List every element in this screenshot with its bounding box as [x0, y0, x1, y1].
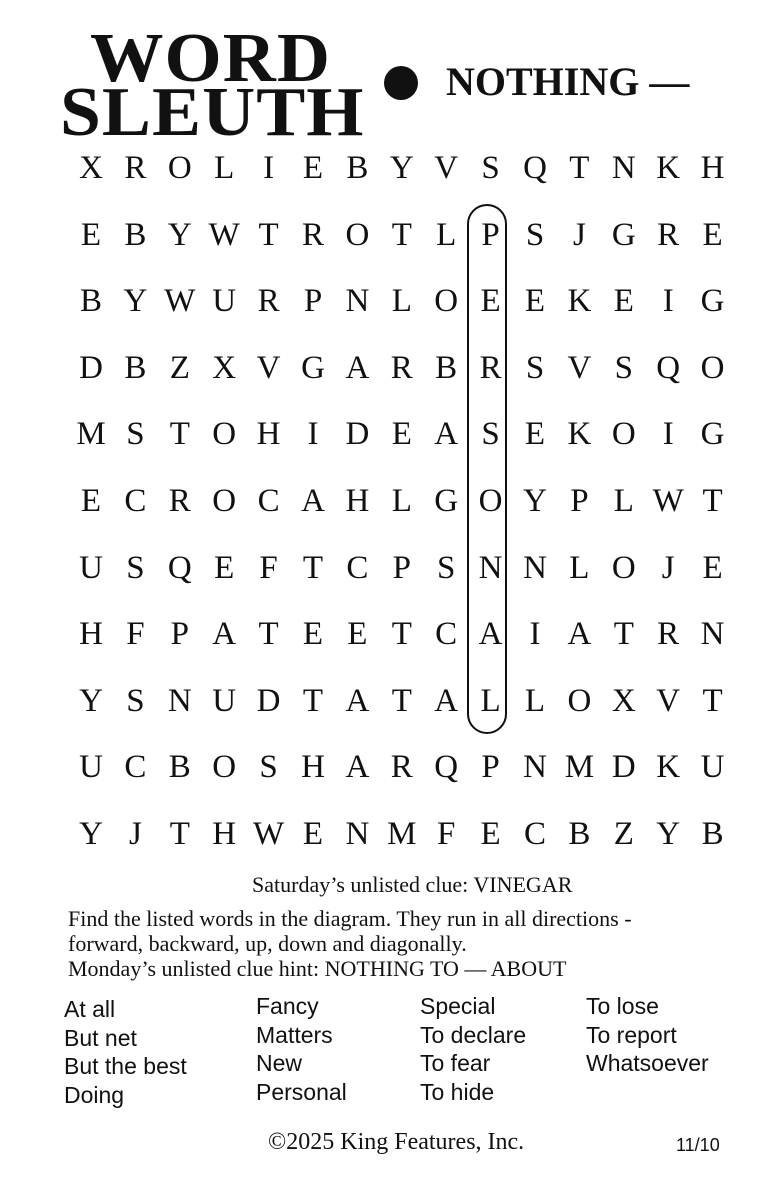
grid-letter: O	[611, 549, 636, 586]
grid-letter: T	[391, 616, 412, 653]
word-list-item: To fear	[420, 1050, 491, 1076]
grid-letter: O	[212, 483, 237, 519]
grid-letter: X	[611, 682, 636, 719]
grid-letter: R	[479, 349, 502, 386]
grid-letter: Z	[169, 349, 190, 386]
instructions-line-2: forward, backward, up, down and diagonally.	[68, 931, 467, 956]
grid-letter: R	[124, 150, 147, 186]
grid-letter: C	[346, 549, 369, 586]
grid-letter: J	[572, 216, 586, 253]
grid-letter: S	[525, 216, 545, 253]
grid-letter: U	[212, 682, 237, 719]
grid-letter: D	[345, 416, 370, 453]
word-list-item: Special	[420, 993, 496, 1019]
grid-letter: B	[79, 283, 102, 320]
grid-letter: T	[391, 216, 412, 253]
grid-letter: Q	[167, 549, 192, 586]
grid-letter: Y	[389, 150, 414, 186]
grid-letter: H	[301, 749, 325, 786]
word-list-column-2	[256, 992, 347, 1106]
grid-letter: B	[124, 216, 147, 253]
title-word: WORD	[90, 20, 332, 97]
grid-letter: N	[611, 150, 636, 186]
grid-letter: V	[567, 349, 592, 386]
grid-letter: C	[435, 616, 458, 653]
grid-letter: V	[434, 150, 459, 186]
grid-letter: B	[435, 349, 458, 386]
grid-letter: R	[390, 349, 413, 386]
grid-letter: E	[302, 150, 324, 186]
grid-letter: K	[567, 283, 592, 320]
grid-letter: Y	[167, 216, 192, 253]
grid-letter: K	[656, 150, 681, 186]
grid-letter: K	[656, 749, 681, 786]
grid-letter: S	[525, 349, 545, 386]
grid-letter: M	[387, 816, 417, 852]
puzzle-date: 11/10	[676, 1135, 720, 1155]
grid-letter: B	[701, 816, 724, 852]
grid-letter: O	[611, 416, 636, 453]
instructions-line-1: Find the listed words in the diagram. They run in all directions -	[68, 906, 632, 931]
grid-letter: A	[345, 349, 370, 386]
title-sleuth: SLEUTH	[60, 74, 365, 151]
grid-letter: L	[569, 549, 590, 586]
grid-letter: Y	[79, 682, 103, 719]
grid-letter: P	[570, 483, 589, 519]
grid-letter: I	[263, 150, 275, 186]
grid-letter: L	[214, 150, 235, 186]
grid-letter: B	[168, 749, 191, 786]
grid-letter: F	[259, 549, 278, 586]
grid-letter: I	[529, 616, 541, 653]
grid-letter: J	[128, 816, 142, 852]
grid-letter: V	[656, 682, 681, 719]
grid-letter: S	[481, 416, 500, 453]
word-list-column-1	[64, 995, 187, 1109]
grid-letter: L	[480, 682, 501, 719]
grid-letter: P	[481, 216, 500, 253]
grid-letter: L	[613, 483, 634, 519]
grid-letter: L	[391, 483, 412, 519]
grid-letter: T	[302, 682, 324, 719]
grid-letter: G	[700, 283, 725, 320]
grid-letter: I	[662, 416, 674, 453]
grid-letter: O	[345, 216, 370, 253]
grid-letter: W	[652, 483, 684, 519]
word-list-item: To report	[586, 1021, 677, 1048]
grid-letter: A	[212, 616, 237, 653]
grid-letter: I	[662, 283, 674, 320]
grid-letter: O	[434, 283, 459, 320]
grid-letter: P	[392, 549, 411, 586]
grid-letter: V	[256, 349, 281, 386]
grid-letter: M	[564, 749, 595, 786]
grid-letter: A	[345, 682, 370, 719]
grid-letter: R	[301, 216, 324, 253]
grid-letter: N	[523, 749, 547, 786]
grid-letter: Y	[523, 483, 547, 519]
word-list-item: Matters	[256, 1021, 333, 1048]
grid-letter: N	[345, 283, 370, 320]
grid-letter: H	[345, 483, 370, 519]
grid-letter: N	[478, 549, 503, 586]
grid-letter: O	[212, 416, 237, 453]
grid-letter: E	[480, 283, 501, 320]
grid-letter: H	[700, 150, 725, 186]
grid-letter: Y	[656, 816, 681, 852]
grid-letter: X	[212, 349, 237, 386]
grid-letter: A	[301, 483, 325, 519]
grid-letter: C	[523, 816, 546, 852]
grid-letter: E	[613, 283, 634, 320]
word-list-item: Personal	[256, 1078, 347, 1105]
grid-letter: E	[80, 483, 102, 519]
grid-letter: E	[480, 816, 501, 852]
grid-letter: F	[126, 616, 145, 653]
saturday-clue: Saturday’s unlisted clue: VINEGAR	[252, 872, 573, 897]
grid-letter: T	[302, 549, 324, 586]
grid-letter: S	[437, 549, 456, 586]
grid-letter: L	[436, 216, 457, 253]
grid-letter: L	[391, 283, 412, 320]
word-list-item: But net	[64, 1024, 137, 1051]
grid-letter: E	[347, 616, 368, 653]
grid-letter: C	[257, 483, 280, 519]
grid-letter: S	[259, 749, 278, 786]
grid-letter: N	[345, 816, 370, 852]
grid-letter: A	[434, 416, 459, 453]
grid-letter: E	[702, 216, 723, 253]
grid-letter: E	[214, 549, 235, 586]
grid-letter: G	[611, 216, 636, 253]
grid-letter: Z	[613, 816, 634, 852]
word-list-item: But the best	[64, 1053, 187, 1079]
grid-letter: R	[657, 616, 680, 653]
grid-letter: H	[212, 816, 237, 852]
grid-letter: T	[258, 216, 279, 253]
grid-letter: W	[253, 816, 285, 852]
grid-letter: R	[168, 483, 191, 519]
grid-letter: T	[391, 682, 412, 719]
grid-letter: Q	[523, 150, 547, 186]
grid-letter: O	[700, 349, 725, 386]
grid-letter: S	[614, 349, 633, 386]
grid-letter: T	[702, 483, 723, 519]
monday-clue-hint: Monday’s unlisted clue hint: NOTHING TO — ABOUT	[68, 956, 567, 981]
grid-letter: X	[79, 150, 103, 186]
grid-letter: S	[481, 150, 500, 186]
grid-letter: D	[79, 349, 103, 386]
bullet-dot-icon	[384, 66, 418, 100]
grid-letter: G	[301, 349, 325, 386]
grid-letter: P	[170, 616, 189, 653]
grid-letter: O	[567, 682, 592, 719]
grid-letter: D	[256, 682, 281, 719]
grid-letter: T	[169, 416, 190, 453]
grid-letter: A	[478, 616, 503, 653]
grid-letter: T	[569, 150, 590, 186]
grid-letter: E	[80, 216, 102, 253]
grid-letter: Y	[123, 283, 148, 320]
grid-letter: A	[567, 616, 592, 653]
grid-letter: N	[523, 549, 547, 586]
grid-letter: A	[345, 749, 370, 786]
grid-letter: G	[700, 416, 725, 453]
grid-letter: O	[212, 749, 237, 786]
grid-letter: Y	[79, 816, 103, 852]
grid-letter: D	[611, 749, 636, 786]
word-list-item: At all	[64, 996, 116, 1022]
grid-letter: A	[434, 682, 459, 719]
word-list-column-4	[586, 992, 709, 1078]
grid-letter: E	[524, 283, 546, 320]
grid-letter: F	[437, 816, 456, 852]
grid-letter: U	[212, 283, 237, 320]
grid-letter: R	[390, 749, 413, 786]
grid-letter: U	[700, 749, 725, 786]
grid-letter: K	[567, 416, 592, 453]
grid-letter: E	[702, 549, 723, 586]
grid-letter: N	[700, 616, 725, 653]
grid-letter: E	[302, 816, 324, 852]
word-list-item: To hide	[420, 1078, 495, 1105]
grid-letter: M	[76, 416, 106, 453]
grid-letter: P	[481, 749, 500, 786]
grid-letter: E	[391, 416, 412, 453]
grid-letter: T	[702, 682, 723, 719]
grid-letter: B	[124, 349, 147, 386]
grid-letter: E	[302, 616, 324, 653]
grid-letter: O	[478, 483, 503, 519]
word-list-item: To lose	[586, 993, 659, 1019]
grid-letter: U	[79, 749, 103, 786]
grid-letter: S	[126, 682, 145, 719]
grid-letter: T	[169, 816, 190, 852]
grid-letter: W	[208, 216, 240, 253]
grid-letter: N	[167, 682, 192, 719]
grid-letter: B	[568, 816, 591, 852]
grid-letter: H	[79, 616, 103, 653]
grid-letter: R	[657, 216, 680, 253]
grid-letter: G	[434, 483, 459, 519]
grid-letter: W	[164, 283, 196, 320]
puzzle-theme: NOTHING —	[446, 59, 690, 104]
grid-letter: H	[256, 416, 281, 453]
grid-letter: C	[124, 483, 147, 519]
grid-letter: Q	[656, 349, 681, 386]
grid-letter: Q	[434, 749, 459, 786]
grid-letter: U	[79, 549, 103, 586]
word-list-item: To declare	[420, 1021, 527, 1048]
grid-letter: R	[257, 283, 280, 320]
grid-letter: L	[524, 682, 546, 719]
word-list-item: Doing	[64, 1081, 125, 1108]
grid-letter: J	[661, 549, 675, 586]
copyright-notice: ©2025 King Features, Inc.	[268, 1129, 525, 1155]
word-list-item: Whatsoever	[586, 1050, 709, 1076]
grid-letter: O	[167, 150, 192, 186]
word-list-item: New	[256, 1050, 303, 1076]
grid-letter: S	[126, 416, 145, 453]
word-list-item: Fancy	[256, 993, 319, 1019]
grid-letter: B	[346, 150, 369, 186]
grid-letter: P	[303, 283, 323, 320]
grid-letter: S	[126, 549, 145, 586]
grid-letter: I	[307, 416, 319, 453]
grid-letter: T	[613, 616, 634, 653]
grid-letter: T	[258, 616, 279, 653]
grid-letter: E	[524, 416, 546, 453]
word-list-column-3	[420, 992, 526, 1106]
grid-letter: C	[124, 749, 147, 786]
